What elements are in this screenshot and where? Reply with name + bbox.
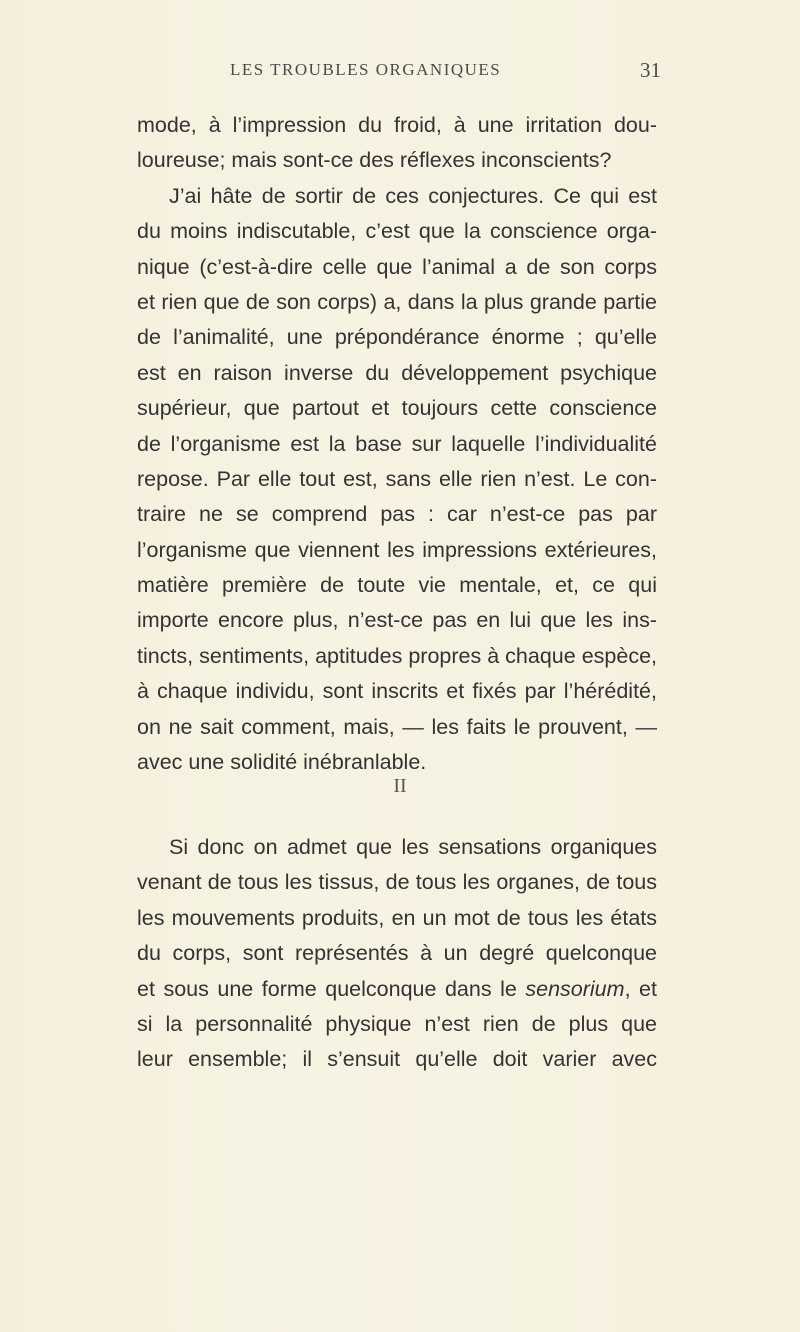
text-line: de l’animalité, une prépondérance énorme ; qu’elle [137, 325, 657, 350]
text-line: venant de tous les tissus, de tous les organes, de tous [137, 870, 657, 895]
text-line: traire ne se comprend pas : car n’est-ce pas par [137, 502, 657, 527]
text-line: matière première de toute vie mentale, et, ce qui [137, 573, 657, 598]
text-line: on ne sait comment, mais, — les faits le prouvent, — [137, 714, 657, 739]
paragraph-3 [137, 830, 657, 1078]
text-line: du corps, sont représentés à un degré quelconque [137, 941, 657, 966]
text-line: repose. Par elle tout est, sans elle rien n’est. Le con- [137, 466, 657, 491]
text-line: les mouvements produits, en un mot de tous les états [137, 905, 657, 930]
text-line: de l’organisme est la base sur laquelle l’individualité [137, 431, 657, 456]
text-line: J’ai hâte de sortir de ces conjectures. Ce qui est [169, 183, 657, 208]
text-line: si la personnalité physique n’est rien de plus que [137, 1011, 657, 1036]
text-line: du moins indiscutable, c’est que la conscience orga- [137, 219, 657, 244]
paragraph-2 [137, 179, 657, 781]
page-number: 31 [640, 58, 661, 82]
text-line: et rien que de son corps) a, dans la plus grande partie [137, 289, 657, 314]
text-line: avec une solidité inébranlable. [137, 750, 427, 775]
text-line: leur ensemble; il s’ensuit qu’elle doit varier avec [137, 1047, 657, 1072]
text-line: nique (c’est-à-dire celle que l’animal a de son corps [137, 254, 657, 279]
text-line: supérieur, que partout et toujours cette conscience [137, 396, 657, 421]
running-title: LES TROUBLES ORGANIQUES [230, 60, 502, 79]
text-line: Si donc on admet que les sensations organiques [169, 835, 657, 859]
text-line: importe encore plus, n’est-ce pas en lui que les ins- [137, 608, 657, 633]
section-number: II [393, 775, 407, 797]
text-line: est en raison inverse du développement psychique [137, 360, 657, 385]
text-fragment: , et [624, 976, 657, 1001]
text-line: mode, à l’impression du froid, à une irritation dou- [137, 113, 657, 137]
text-line: tincts, sentiments, aptitudes propres à chaque espèce, [137, 643, 657, 668]
text-line: loureuse; mais sont-ce des réflexes inconscients? [137, 148, 612, 173]
italic-term: sensorium [525, 976, 625, 1001]
text-line: l’organisme que viennent les impressions extérieures, [137, 537, 657, 562]
running-head [0, 60, 800, 90]
text-line [137, 972, 657, 1007]
paragraph-1 [137, 108, 657, 179]
text-line: à chaque individu, sont inscrits et fixés par l’hérédité, [137, 679, 657, 704]
text-fragment: et sous une forme quelconque dans le [137, 976, 526, 1001]
